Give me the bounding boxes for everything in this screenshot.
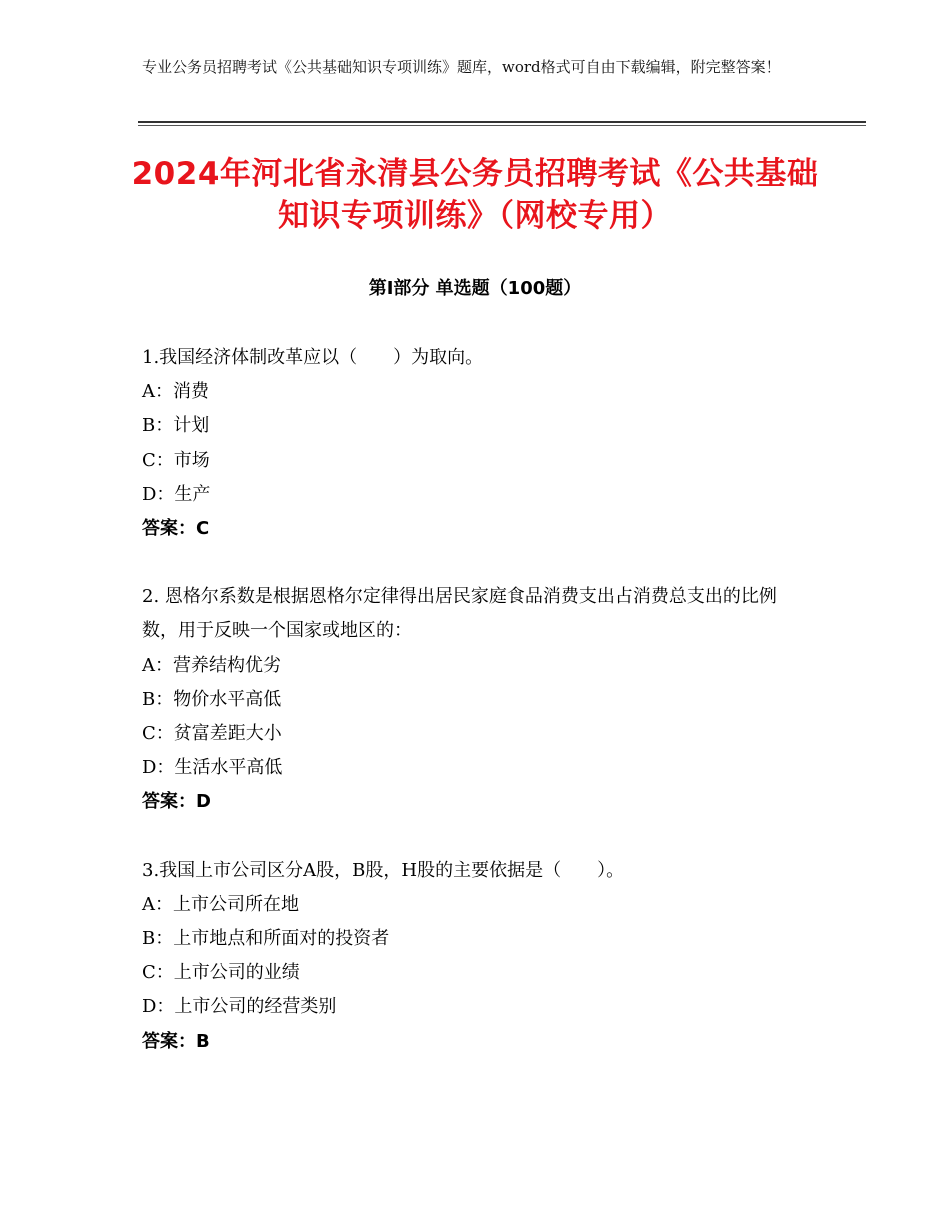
answer: 答案：C: [142, 518, 210, 540]
option-b: B：上市地点和所面对的投资者: [142, 928, 390, 950]
option-c: C：贫富差距大小: [142, 723, 282, 745]
question-stem: 3.我国上市公司区分A股，B股，H股的主要依据是（ ）。: [142, 859, 625, 881]
option-d: D：生产: [142, 483, 211, 505]
section-title: 第Ⅰ部分 单选题（100题）: [368, 278, 582, 299]
header-note: 专业公务员招聘考试《公共基础知识专项训练》题库，word格式可自由下载编辑，附完整答案！: [142, 58, 781, 76]
document-title: 2024年河北省永清县公务员招聘考试《公共基础知识专项训练》（网校专用）: [131, 156, 819, 234]
option-c: C：市场: [142, 449, 210, 471]
question-stem: 2. 恩格尔系数是根据恩格尔定律得出居民家庭食品消费支出占消费总支出的比例数，用于反映一个国家或地区的：: [142, 586, 777, 642]
option-b: B：物价水平高低: [142, 688, 282, 710]
question-1: [142, 341, 812, 546]
answer: 答案：D: [142, 791, 211, 813]
option-c: C：上市公司的业绩: [142, 962, 300, 984]
question-stem: 1.我国经济体制改革应以（ ）为取向。: [142, 347, 484, 368]
question-2: [142, 580, 812, 819]
answer: 答案：B: [142, 1030, 210, 1052]
question-list: [142, 341, 812, 1093]
option-a: A：营养结构优劣: [142, 654, 281, 676]
header-divider-thick: [138, 121, 866, 123]
option-a: A：上市公司所在地: [142, 893, 299, 915]
option-d: D：上市公司的经营类别: [142, 996, 337, 1018]
option-a: A：消费: [142, 381, 209, 403]
header-divider-thin: [138, 125, 866, 126]
option-d: D：生活水平高低: [142, 757, 283, 779]
option-b: B：计划: [142, 415, 210, 437]
question-3: [142, 854, 812, 1059]
